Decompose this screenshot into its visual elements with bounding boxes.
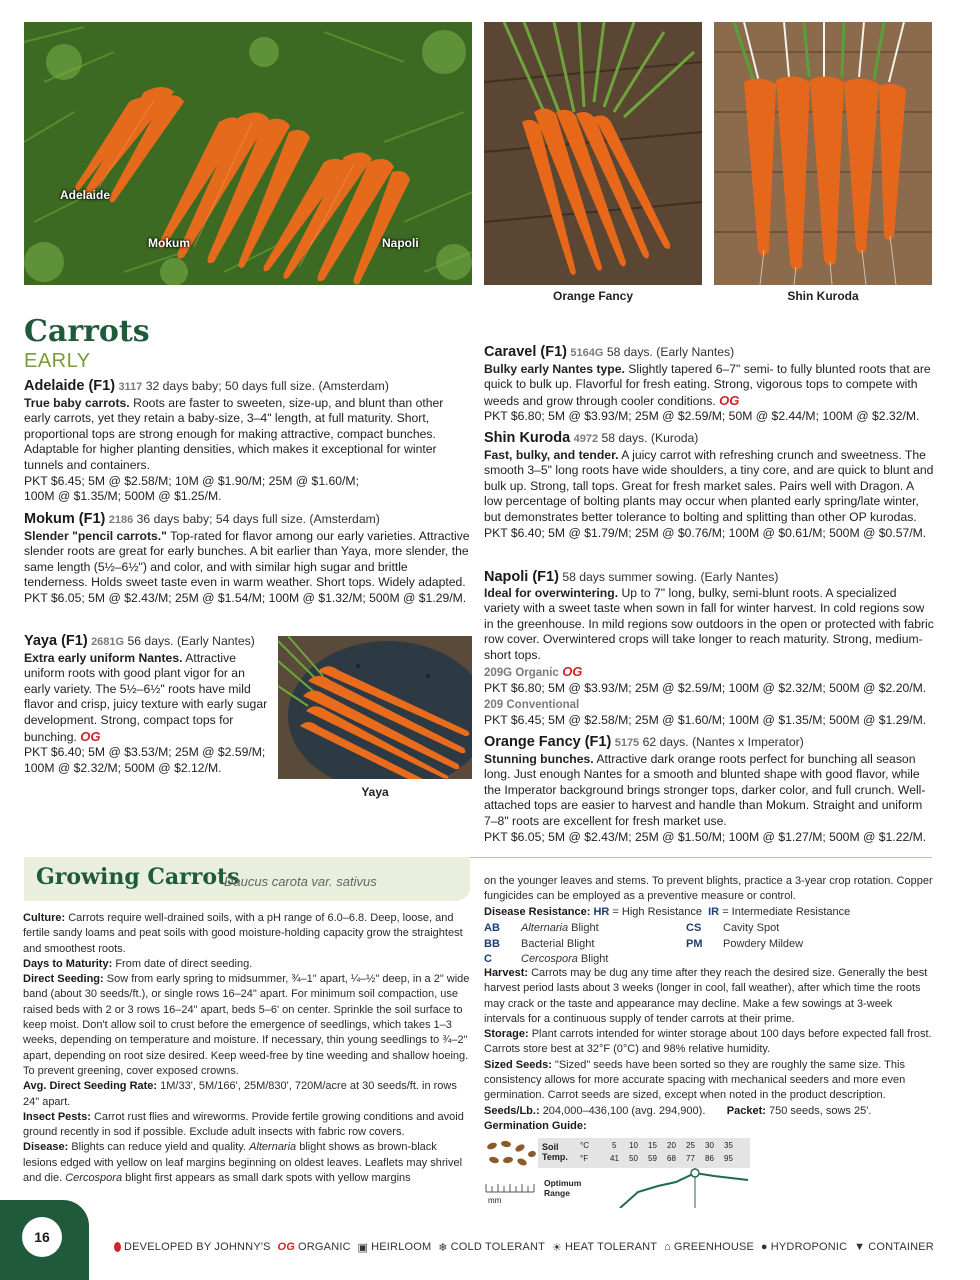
variety-name: Caravel (F1) [484, 344, 568, 360]
variety-price: PKT $6.05; 5M @ $2.43/M; 25M @ $1.50/M; 100M @ $1.27/M; 500M @ $1.22/M. [484, 829, 927, 844]
optimum-label: Optimum [544, 1178, 582, 1188]
temp-label: Temp. [542, 1152, 568, 1162]
variety-description: Attractive dark orange roots perfect for bunching all season long. Just enough Nantes for a smooth and blunted shape with good flavor, while the Imperator background brings stronger tops, darker color, and full crunch. Well-attached tops are easier to harvest and handle than Mokum. Straight and uniform 7–8" roots are excellent for fresh market use. [484, 751, 926, 828]
variety-lead: Extra early uniform Nantes. [24, 650, 183, 665]
fahrenheit-tick: 59 [648, 1154, 657, 1163]
disease-row [484, 952, 684, 967]
disease-name-italic: Cercospora [521, 953, 578, 965]
seeding-text: Sow from early spring to midsummer, ¾–1" apart, ¼–½" deep, in a 2" wide band (about 30 seeds/ft.), or single rows 16–24" apart. For minimum soil compaction, use raised beds with 2 or 3 rows 16–24" apart, beds 5–6' on center. Sprinkle the soil surface to keep moist. Don't allow soil to crust before the emergence of seedlings, which takes 1–3 weeks, depending on temperature and moisture. If necessary, thin young seedlings to ¾–2" apart, depending on root size desired. Keep weed-free by tine weeding and shallow hoeing. To prevent greening, cover exposed crowns. [23, 973, 470, 1077]
variety-code: 3117 [118, 381, 143, 393]
organic-price: PKT $6.80; 5M @ $3.93/M; 25M @ $2.59/M; 100M @ $2.32/M; 500M @ $2.20/M. [484, 681, 927, 696]
legend-item [438, 1241, 545, 1254]
caption-shin-kuroda: Shin Kuroda [787, 289, 859, 303]
fahrenheit-tick: 95 [724, 1154, 733, 1163]
celsius-tick: 10 [629, 1141, 638, 1150]
variety-name: Napoli (F1) [484, 569, 559, 585]
variety-description: Slightly tapered 6–7" semi- to fully blunted roots that are quick to bulk up. Flavorful for fresh eating. Strong, vigorous tops to compete with weeds and grow through cooler conditions. [484, 361, 931, 408]
legend-label: HEAT TOLERANT [564, 1241, 658, 1253]
variety-name: Adelaide (F1) [24, 378, 116, 394]
variety-napoli [484, 570, 934, 729]
disease-text-b: blight shows as brown-black lesions edged with yellow on leaf margins beginning on oldest leaves. Leaflets may shrivel and die. [23, 1141, 463, 1185]
variety-shin-kuroda [484, 431, 934, 541]
main-carrot-photo [24, 22, 472, 285]
variety-description: Top-rated for flavor among our early varieties. Attractive slender roots are great for early bunches. A bit earlier than Yaya, more slender, the same length (5½–6½") and color, and with similar high sugar and brittle tenderness. Holds sweet taste even in warm weather. Short tops. Widely adapted. [24, 528, 470, 590]
legend-label: DEVELOPED BY JOHNNY'S [124, 1241, 271, 1253]
legend-item [114, 1241, 271, 1253]
disease-text-c: blight first appears as small dark spots with yellow margins [125, 1172, 411, 1185]
legend-item [277, 1241, 350, 1253]
legend-label: GREENHOUSE [673, 1241, 755, 1253]
caption-orange-fancy: Orange Fancy [552, 289, 634, 303]
disease-code: PM [686, 938, 703, 950]
shin-kuroda-photo [714, 22, 932, 285]
seeds-text: 204,000–436,100 (avg. 294,900). [542, 1104, 706, 1117]
fahrenheit-tick: 41 [610, 1154, 619, 1163]
sized-label: Sized Seeds: [484, 1058, 552, 1071]
disease-code: BB [484, 938, 500, 950]
legend-label: COLD TOLERANT [450, 1241, 546, 1253]
variety-description: A juicy carrot with refreshing crunch and sweetness. The smooth 3–5" long roots have wide shoulders, a tiny core, and are quick to blunt and bulk up. Strong, tall tops. Great for fresh market sales. Pairs well with Dragon. A low percentage of bolting plants may occur when planted early spring/late winter, but demonstrates better tolerance to bolting and splitting than other OP kurodas. [484, 447, 934, 524]
soil-label: Soil [542, 1142, 559, 1152]
legend-item [358, 1241, 432, 1254]
disease-code: CS [686, 922, 702, 934]
variety-days: 56 days. (Early Nantes) [127, 634, 255, 648]
variety-price-cont: 100M @ $2.32/M; 500M @ $2.12/M. [24, 760, 222, 775]
organic-icon: OG [277, 1241, 295, 1253]
variety-price: PKT $6.40; 5M @ $1.79/M; 25M @ $0.76/M; 100M @ $0.61/M; 500M @ $0.57/M. [484, 525, 927, 540]
disease-cercospora: Cercospora [65, 1172, 123, 1185]
conventional-option-label: 209 Conventional [484, 698, 580, 711]
celsius-tick: 25 [686, 1141, 695, 1150]
variety-lead: Stunning bunches. [484, 751, 594, 766]
days-text: From date of direct seeding. [115, 957, 253, 970]
legend-label: HEIRLOOM [371, 1241, 432, 1253]
variety-name: Orange Fancy (F1) [484, 734, 612, 750]
disease-code: AB [484, 922, 500, 934]
storage-label: Storage: [484, 1028, 529, 1041]
legend-item [552, 1241, 657, 1254]
disease-name-italic: Alternaria [521, 922, 569, 934]
variety-mokum [24, 512, 472, 607]
variety-code: 2681G [91, 636, 125, 648]
hydroponic-icon: ● [760, 1241, 768, 1253]
variety-code: 4972 [573, 433, 599, 445]
variety-yaya [24, 634, 270, 776]
growing-title: Growing Carrots [36, 864, 240, 890]
variety-price: PKT $6.05; 5M @ $2.43/M; 25M @ $1.54/M; 100M @ $1.32/M; 500M @ $1.29/M. [24, 590, 467, 605]
disease-text-a: Blights can reduce yield and quality. [71, 1141, 247, 1154]
celsius-tick: 20 [667, 1141, 676, 1150]
photo-label-napoli: Napoli [382, 236, 419, 250]
section-subtitle: EARLY [24, 350, 91, 372]
pests-label: Insect Pests: [23, 1110, 91, 1123]
variety-lead: Fast, bulky, and tender. [484, 447, 619, 462]
disease-row [686, 937, 886, 952]
photo-label-mokum: Mokum [148, 236, 190, 250]
fahrenheit-tick: 86 [705, 1154, 714, 1163]
variety-orange-fancy [484, 735, 934, 845]
orange-fancy-photo [484, 22, 702, 285]
celsius-tick: 30 [705, 1141, 714, 1150]
celsius-unit: °C [580, 1141, 589, 1150]
yaya-photo [278, 636, 472, 779]
seeding-label: Direct Seeding: [23, 973, 104, 986]
rate-label: Avg. Direct Seeding Rate: [23, 1080, 158, 1093]
celsius-tick: 5 [612, 1141, 617, 1150]
legend-label: HYDROPONIC [770, 1241, 848, 1253]
rate-text: 1M/33', 5M/166', 25M/830', 720M/acre at 30 seeds/ft. in rows 24" apart. [23, 1080, 457, 1108]
celsius-tick: 35 [724, 1141, 733, 1150]
packet-label: Packet: [726, 1104, 766, 1117]
variety-days: 36 days baby; 54 days full size. (Amsterdam) [136, 512, 380, 526]
sized-text: "Sized" seeds have been sorted so they are roughly the same size. This consistency allows for more accurate spacing with mechanical seeders and more even germination. Carrot seeds are sized, except when noted in the product description. [484, 1058, 906, 1102]
variety-days: 58 days. (Kuroda) [601, 431, 699, 445]
disease-name: Cavity Spot [723, 922, 780, 934]
developed-icon [114, 1242, 121, 1252]
packet-text: 750 seeds, sows 25'. [769, 1104, 872, 1117]
variety-name: Yaya (F1) [24, 633, 88, 649]
legend-label: ORGANIC [298, 1241, 351, 1253]
mm-label: mm [488, 1196, 502, 1205]
variety-caravel [484, 345, 934, 425]
disease-label: Disease: [23, 1141, 69, 1154]
variety-description: Roots are faster to sweeten, size-up, and blunt than other early carrots, yet they retain a baby-size, 3–4" length, at full maturity. Short, proportional tops are strong enough for making attractive, compact bunches. Adaptable for higher planting densities, which makes it exceptional for winter tunnels and containers. [24, 395, 444, 472]
disease-name: Powdery Mildew [723, 938, 804, 950]
legend-item [761, 1241, 847, 1253]
culture-text: Carrots require well-drained soils, with a pH range of 6.0–6.8. Deep, loose, and fertile sandy loams and peat soils with good moisture-holding capacity grow the straightest and smoothest roots. [23, 912, 463, 955]
range-label: Range [544, 1188, 570, 1198]
variety-lead: Bulky early Nantes type. [484, 361, 625, 376]
variety-name: Shin Kuroda [484, 430, 571, 446]
variety-description: Up to 7" long, bulky, semi-blunt roots. A specialized variety with a sweet taste when sown in fall for winter harvest. In cold regions sow in the greenhouse. In mild regions sow outdoors in the open or protected with fabric row cover. Overwintered crops will take longer to reach maturity. Strong, medium-short tops. [484, 585, 934, 662]
storage-text: Plant carrots intended for winter storage about 100 days before expected fall frost. Carrots store best at 32°F (0°C) and 98% relative humidity. [484, 1028, 932, 1056]
variety-adelaide [24, 379, 472, 505]
variety-days: 32 days baby; 50 days full size. (Amsterdam) [145, 379, 389, 393]
cold-tolerant-icon: ❄ [438, 1241, 448, 1254]
variety-days: 58 days. (Early Nantes) [606, 345, 735, 359]
variety-code: 5164G [570, 347, 604, 359]
hr-text: = High Resistance [612, 905, 702, 918]
variety-days: 58 days summer sowing. (Early Nantes) [562, 570, 779, 584]
greenhouse-icon: ⌂ [664, 1241, 671, 1253]
disease-alternaria: Alternaria [249, 1141, 297, 1154]
organic-icon: OG [562, 663, 583, 679]
variety-price: PKT $6.80; 5M @ $3.93/M; 25M @ $2.59/M; 50M @ $2.44/M; 100M @ $2.32/M. [484, 409, 920, 424]
heirloom-icon: ▣ [357, 1241, 369, 1254]
variety-lead: True baby carrots. [24, 395, 130, 410]
variety-price: PKT $6.40; 5M @ $3.53/M; 25M @ $2.59/M; [24, 745, 266, 760]
culture-label: Culture: [23, 912, 66, 924]
variety-days: 62 days. (Nantes x Imperator) [642, 735, 804, 749]
ir-text: = Intermediate Resistance [722, 905, 851, 918]
disease-row [686, 921, 886, 936]
scientific-name: Daucus carota var. sativus [224, 874, 377, 889]
disease-text-cont: on the younger leaves and stems. To prevent blights, practice a 3-year crop rotation. Copper fungicides can be employed as a preventive measure or control. [484, 875, 933, 903]
legend-label: CONTAINER [868, 1241, 934, 1253]
ir-code: IR [708, 905, 720, 918]
variety-lead: Slender "pencil carrots." [24, 528, 167, 543]
celsius-tick: 15 [648, 1141, 657, 1150]
variety-price: PKT $6.45; 5M @ $2.58/M; 10M @ $1.90/M; 25M @ $1.60/M; [24, 473, 359, 488]
disease-name: Blight [580, 953, 609, 965]
disease-name: Blight [571, 922, 599, 934]
variety-code: 5175 [614, 737, 640, 749]
page-number: 16 [22, 1217, 62, 1257]
organic-icon: OG [80, 728, 101, 744]
container-icon: ▼ [854, 1241, 866, 1253]
page-title: Carrots [24, 314, 150, 349]
legend-item [854, 1241, 934, 1253]
fahrenheit-tick: 50 [629, 1154, 638, 1163]
harvest-text: Carrots may be dug any time after they reach the desired size. Generally the best harvest period lasts about 3 weeks (longer in cool, fall weather), after which time the roots may crack or the taste and appearance may decline. Make a few sowings at 3-week intervals for a continuous supply of tender carrots at their prime. [484, 967, 928, 1025]
days-label: Days to Maturity: [23, 957, 113, 970]
growing-left-column [23, 911, 471, 1186]
seeds-label: Seeds/Lb.: [484, 1104, 540, 1117]
germination-chart [484, 1138, 750, 1208]
harvest-label: Harvest: [484, 967, 529, 979]
variety-code: 2186 [108, 514, 134, 526]
icon-legend [114, 1238, 934, 1256]
fahrenheit-tick: 77 [686, 1154, 695, 1163]
growing-right-column-top [484, 874, 934, 920]
growing-right-column-bottom [484, 966, 934, 1134]
fahrenheit-tick: 68 [667, 1154, 676, 1163]
heat-tolerant-icon: ☀ [551, 1241, 562, 1254]
germination-label: Germination Guide: [484, 1119, 587, 1132]
photo-label-adelaide: Adelaide [60, 188, 111, 202]
pests-text: Carrot rust flies and wireworms. Provide fertile growing conditions and avoid ground recently in sod if possible. Exclude adult insects with fabric row covers. [23, 1110, 464, 1139]
disease-row [484, 937, 684, 952]
conventional-price: PKT $6.45; 5M @ $2.58/M; 25M @ $1.60/M; 100M @ $1.35/M; 500M @ $1.29/M. [484, 713, 927, 728]
organic-option-label: 209G Organic [484, 666, 559, 679]
variety-price-cont: 100M @ $1.35/M; 500M @ $1.25/M. [24, 489, 222, 504]
organic-icon: OG [719, 392, 740, 408]
fahrenheit-unit: °F [580, 1154, 589, 1163]
resistance-label: Disease Resistance: [484, 905, 591, 918]
variety-description: Attractive uniform roots with good plant vigor for an early variety. The 5½–6½" roots have mild flavor and crisp, juicy texture with early sugar development. Strong, compact tops for bunching. [24, 650, 268, 744]
caption-yaya: Yaya [361, 785, 389, 799]
hr-code: HR [593, 905, 610, 918]
disease-code: C [484, 953, 492, 965]
variety-name: Mokum (F1) [24, 511, 106, 527]
disease-row [484, 921, 684, 936]
variety-lead: Ideal for overwintering. [484, 585, 619, 600]
legend-item [664, 1241, 754, 1253]
disease-name: Bacterial Blight [521, 938, 595, 950]
